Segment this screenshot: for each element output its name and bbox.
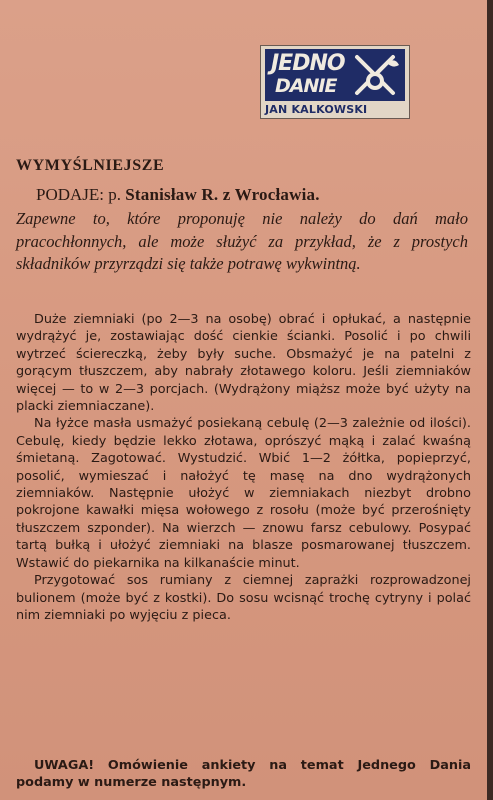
logo-banner [265,49,405,101]
logo-author: JAN KALKOWSKI [265,103,368,116]
scan-edge [487,0,493,800]
article-body [16,311,471,624]
paragraph: Przygotować sos rumiany z ciemnej zaprażki rozprowadzonej bulionem (może być z kostki). Do sosu wcisnąć trochę cytryny i polać nim ziemniaki po wyjęciu z pieca. [16,573,471,623]
paragraph: Duże ziemniaki (po 2—3 na osobę) obrać i opłukać, a następnie wydrążyć je, zostawiając dość cienkie ścianki. Posolić i po chwili wytrzeć ściereczką, żeby były suche. Obsmażyć je na patelni z gorącym tłuszczem, aby nabrały złotawego koloru. Jeśli ziemniaków więcej — to w 2—3 porcjach. (Wydrążony miąższ może być użyty na placki ziemniaczane). [16,312,471,415]
note-text: UWAGA! Omówienie ankiety na temat Jednego Dania podamy w numerze następnym. [16,758,471,791]
byline [36,185,472,205]
article-intro: Zapewne to, które proponuję nie należy do dań mało pracochłonnych, ale może służyć za przykład, że z prostych składników przyrządzi się także potrawę wykwintną. [16,209,468,273]
editor-note [16,757,471,792]
column-logo [260,45,410,119]
article-heading: WYMYŚLNIEJSZE [16,157,165,174]
byline-author: Stanisław R. z Wrocławia. [125,185,320,204]
paragraph: Na łyżce masła usmażyć posiekaną cebulę (2—3 zależnie od ilości). Cebulę, kiedy będzie lekko złotawa, oprószyć mąką i zalać kwaśną śmietaną. Zagotować. Wystudzić. Wbić 1—2 żółtka, popieprzyć, posolić, wymieszać i nałożyć tę masę na dno wydrążonych ziemniaków. Następnie ułożyć w ziemniakach niezbyt drobno pokrojone kawałki mięsa wołowego z rosołu (może być przerośnięty tłuszczem szponder). Na wierzch — znowu farsz cebulowy. Posypać tartą bułką i ułożyć ziemniaki na blasze posmarowanej tłuszczem. Wstawić do piekarnika na kilkanaście minut. [16,416,471,571]
logo-title-line1: JEDNO [271,51,345,76]
logo-title-line2: DANIE [275,75,337,97]
byline-prefix: PODAJE: p. [36,185,122,204]
cutlery-icon [349,51,403,99]
